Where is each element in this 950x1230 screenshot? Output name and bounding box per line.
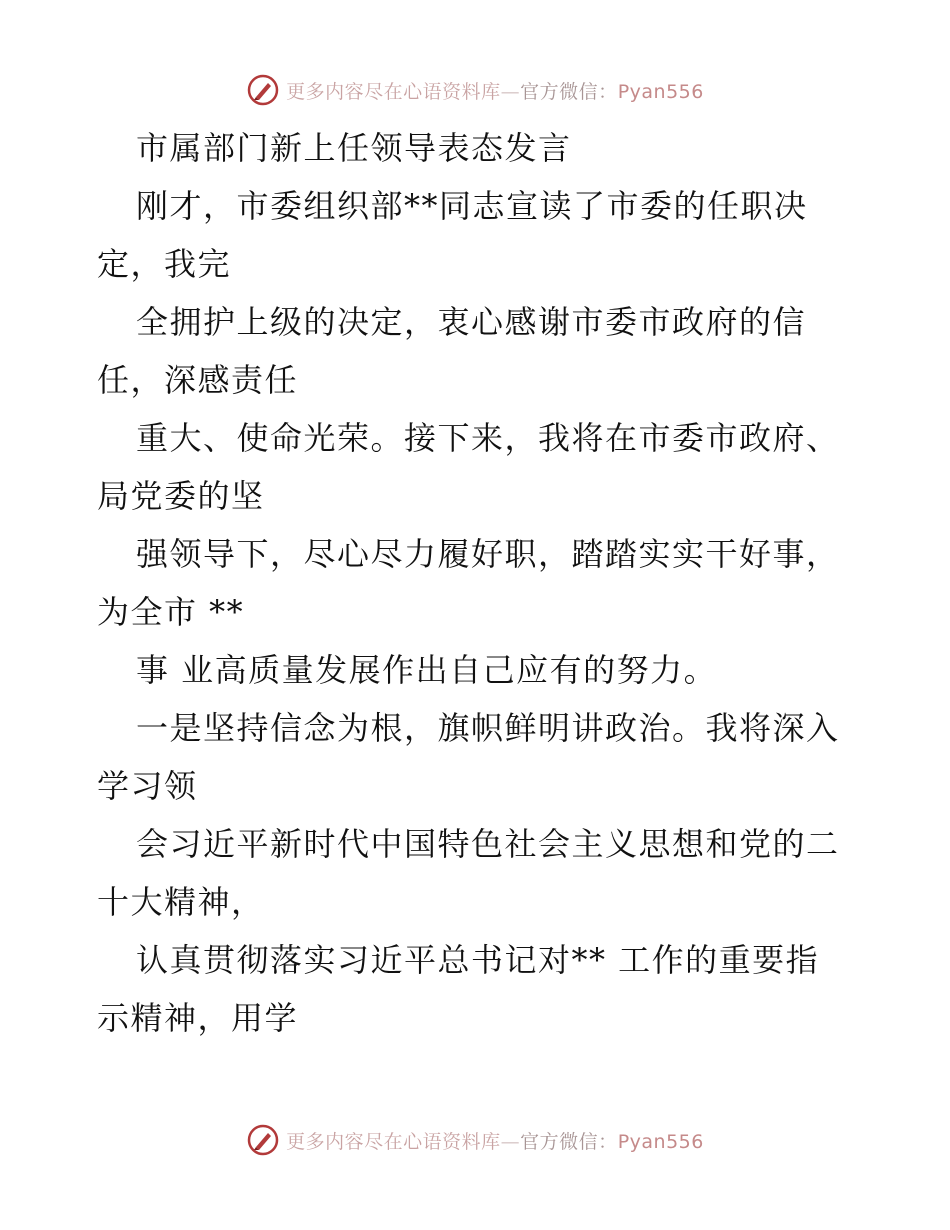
- watermark-header: [0, 72, 950, 108]
- watermark-main-text: 更多内容尽在心语资料库: [286, 80, 501, 103]
- paragraph-line: 局党委的坚: [97, 477, 265, 515]
- paragraph-line: 会习近平新时代中国特色社会主义思想和党的二: [136, 825, 840, 863]
- watermark-dash: —: [500, 80, 521, 103]
- paragraph-line: 重大、使命光荣。接下来，我将在市委市政府、: [136, 419, 840, 457]
- paragraph-line: 十大精神，: [97, 883, 265, 921]
- watermark-wechat-label: 官方微信：: [520, 80, 618, 103]
- watermark-main-text: 更多内容尽在心语资料库: [286, 1130, 501, 1153]
- paragraph-line: 刚才，市委组织部**同志宣读了市委的任职决: [136, 187, 808, 225]
- watermark-footer: [0, 1122, 950, 1158]
- paragraph-line: 为全市 **: [97, 593, 245, 631]
- paragraph-line: 认真贯彻落实习近平总书记对** 工作的重要指: [136, 941, 820, 979]
- paragraph-line: 一是坚持信念为根，旗帜鲜明讲政治。我将深入: [136, 709, 840, 747]
- pen-logo-icon: [246, 73, 280, 107]
- paragraph-line: 示精神，用学: [97, 999, 299, 1037]
- document-title: 市属部门新上任领导表态发言: [136, 129, 572, 167]
- watermark-dash: —: [500, 1130, 521, 1153]
- pen-logo-icon: [246, 1123, 280, 1157]
- paragraph-line: 强领导下，尽心尽力履好职，踏踏实实干好事，: [136, 535, 840, 573]
- paragraph-line: 任，深感责任: [97, 361, 299, 399]
- watermark-wechat-id: Pyan556: [617, 80, 704, 103]
- watermark-wechat-id: Pyan556: [617, 1130, 704, 1153]
- paragraph-line: 定，我完: [97, 245, 232, 283]
- paragraph-line: 事 业高质量发展作出自己应有的努力。: [136, 651, 718, 689]
- watermark-wechat-label: 官方微信：: [520, 1130, 618, 1153]
- paragraph-line: 学习领: [97, 767, 198, 805]
- paragraph-line: 全拥护上级的决定，衷心感谢市委市政府的信: [136, 303, 807, 341]
